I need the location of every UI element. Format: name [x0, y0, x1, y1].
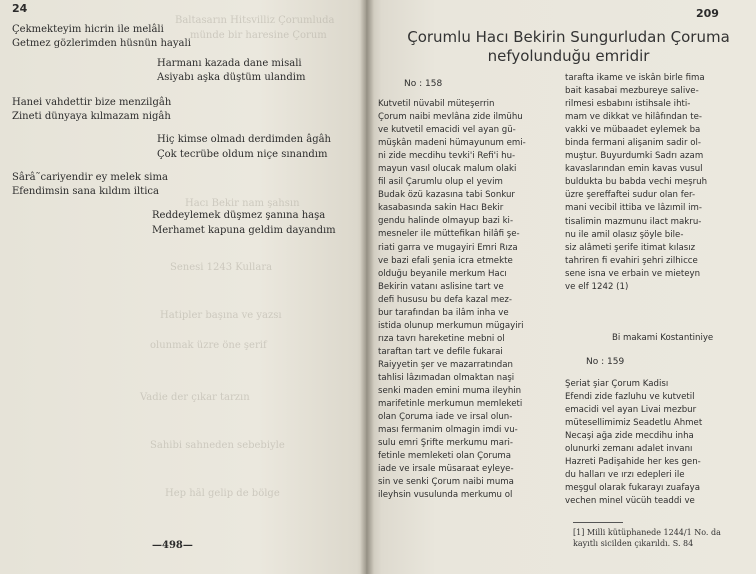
text-line: mütesellimimiz Seadetlu Ahmet — [565, 418, 703, 429]
text-line: defi hususu bu defa kazal mez- — [378, 294, 513, 305]
bleed-through-text: Senesi 1243 Kullara — [170, 262, 273, 273]
text-line: ve kutvetil emacidi vel ayan gü- — [378, 125, 516, 136]
text-line: meşgul olarak fukarayı zuafaya — [565, 483, 701, 494]
text-line: ileyhsin vusulunda merkumu ol — [378, 490, 513, 501]
text-line: Şeriat şiar Çorum Kadisı — [565, 379, 669, 389]
bleed-through-text: Hacı Bekir nam şahsın — [185, 198, 300, 209]
text-line: buldukta bu babda vechi meşruh — [565, 177, 708, 188]
text-line: bait kasabai mezbureye salive- — [565, 86, 699, 97]
text-line: ve bazi efali şenia icra etmekte — [378, 255, 513, 266]
left-page — [0, 0, 368, 574]
text-line: istida olunup merkumun mügayiri — [378, 320, 524, 331]
text-line: ni zide mecdihu tevki'i Refi'i hu- — [378, 151, 516, 162]
text-line: iade ve irsale müsaraat eyleye- — [378, 464, 514, 475]
text-line: rilmesi esbabını istihsale ihti- — [565, 99, 691, 110]
poem-line: Çok tecrübe oldum niçe sınandım — [157, 149, 328, 160]
doc-number-159: No : 159 — [586, 357, 625, 367]
text-line: mesneler ile müttefikan hilâfi şe- — [378, 229, 520, 240]
footnote-line: kayıtlı sicilden çıkarıldı. S. 84 — [573, 539, 694, 548]
document-title: Çorumlu Hacı Bekirin Sungurludan Çoruma — [407, 28, 730, 46]
poem-line: Merhamet kapuna geldim dayandım — [152, 225, 336, 236]
text-line: olduğu beyanile merkum Hacı — [378, 268, 507, 279]
document-title: nefyolunduğu emridir — [487, 47, 650, 65]
text-line: marifetinle merkumun memleketi — [378, 399, 523, 410]
poem-line: Çekmekteyim hicrin ile melâli — [12, 24, 164, 35]
poem-line: Harmanı kazada dane misali — [157, 58, 302, 69]
doc-number-158: No : 158 — [404, 79, 443, 89]
place-signature: Bi makami Kostantiniye — [612, 333, 714, 343]
bleed-through-text: Sahibi sahneden sebebiyle — [150, 440, 285, 451]
bleed-through-text: Vadie der çıkar tarzın — [140, 392, 250, 403]
text-line: sene isna ve erbain ve mieteyn — [565, 268, 701, 279]
signature-line — [612, 332, 713, 345]
text-line: fil asil Çarumlu olup el yevim — [378, 177, 503, 188]
text-line: siz alâmeti şerife itimat kılasız — [565, 242, 696, 253]
text-line: Raiyyetin şer ve mazarratından — [378, 359, 513, 370]
text-line: tarafta ikame ve iskân birle fima — [565, 73, 705, 83]
text-line: müşkân madeni hümayunum emi- — [378, 138, 526, 149]
doc-number — [404, 78, 442, 91]
text-line: Kutvetil nüvabil müteşerrin — [378, 99, 495, 109]
footnote-line: [1] Milli kütüphanede 1244/1 No. da — [573, 528, 721, 537]
text-line: Efendi zide fazluhu ve kutvetil — [565, 392, 695, 403]
bleed-through-text: olunmak üzre öne şerif — [150, 340, 267, 351]
left-page-number: 24 — [12, 2, 28, 15]
poem-line: Sârâ˜cariyendir ey melek sima — [12, 172, 168, 183]
poem-line: Reddeylemek düşmez şanına haşa — [152, 210, 326, 221]
text-line: ve elf 1242 (1) — [565, 281, 629, 292]
poem-line: Asiyabı aşka düştüm ulandim — [157, 72, 306, 83]
text-line: senki maden emini muma ileyhin — [378, 386, 522, 397]
text-column-right-2 — [565, 378, 750, 508]
text-line: muştur. Buyurdumki Sadrı azam — [565, 151, 704, 162]
poem-line: Hanei vahdettir bize menzilgâh — [12, 97, 172, 108]
bleed-through-text: Baltasarın Hitsvilliz Çorumluda — [175, 15, 335, 26]
text-line: vechen minel vücüh teaddi ve — [565, 496, 695, 507]
left-footer-number: —498— — [152, 540, 193, 551]
text-line: tahlisi lâzımadan olmaktan naşi — [378, 372, 515, 383]
text-line: mayun vasıl olucak malum olaki — [378, 164, 517, 175]
poem-line: Hiç kimse olmadı derdimden âgâh — [157, 134, 331, 145]
text-line: Bekirin vatanı aslisine tart ve — [378, 281, 504, 292]
footnote — [573, 527, 721, 549]
text-line: mam ve dikkat ve hilâfından te- — [565, 112, 702, 123]
poem-line: Efendimsin sana kıldım iltica — [12, 186, 159, 197]
text-line: rıza tavrı hareketine mebni ol — [378, 333, 505, 344]
text-line: nu ile amil olasız şöyle bile- — [565, 229, 684, 240]
text-line: kavaslarından emin kavas vusul — [565, 164, 703, 175]
text-line: Necaşi ağa zide mecdihu inha — [565, 431, 694, 442]
text-line: kasabasında sakin Hacı Bekir — [378, 203, 504, 214]
text-line: mani vecibil ittiba ve lâzımil im- — [565, 203, 703, 214]
text-line: fetinle memleketi olan Çoruma — [378, 451, 512, 462]
poem-line: Zineti dünyaya kılmazam nigâh — [12, 111, 171, 122]
text-line: Budak özü kazasına tabi Sonkur — [378, 190, 515, 201]
text-line: Hazreti Padişahide her kes gen- — [565, 457, 701, 468]
doc-number — [586, 356, 624, 369]
text-line: emacidi vel ayan Livai mezbur — [565, 405, 697, 416]
text-line: gendu halinde olmayup bazi ki- — [378, 216, 514, 227]
text-line: du halları ve ırzı edepleri ile — [565, 470, 685, 481]
text-line: üzre şereffaftei sudur olan fer- — [565, 190, 696, 201]
text-column-right — [565, 72, 750, 294]
right-page-number: 209 — [696, 7, 719, 20]
text-line: olunurki zemanı adalet invanı — [565, 444, 693, 455]
text-line: bur tarafından ba ilâm inha ve — [378, 307, 509, 318]
text-line: binda fermani alişanim sadir ol- — [565, 138, 701, 149]
bleed-through-text: Hep hâl gelip de bölge — [165, 488, 280, 499]
text-line: Çorum naibi mevlâna zide ilmühu — [378, 112, 523, 123]
footnote-rule — [573, 522, 623, 523]
book-gutter — [360, 0, 374, 574]
text-line: riati garra ve mugayiri Emri Rıza — [378, 242, 518, 253]
text-line: sulu emri Şrifte merkumu mari- — [378, 438, 513, 449]
bleed-through-text: münde bir haresine Çorum — [190, 30, 327, 41]
text-line: tisalimin mazmunu ilact makru- — [565, 216, 702, 227]
text-line: sin ve senki Çorum naibi muma — [378, 477, 514, 488]
bleed-through-text: Hatipler başına ve yazsı — [160, 310, 282, 321]
text-line: ması fermanim olmagin imdi vu- — [378, 425, 518, 436]
text-line: tahriren fi evahiri şehri zilhicce — [565, 255, 698, 266]
text-line: olan Çoruma iade ve irsal olun- — [378, 412, 513, 423]
poem-line: Getmez gözlerimden hüsnün hayali — [12, 38, 191, 49]
text-line: taraftan tart ve defile fukarai — [378, 346, 503, 357]
text-line: vakki ve mübaadet eylemek ba — [565, 125, 701, 136]
right-page — [366, 0, 756, 574]
text-column-left — [378, 98, 553, 502]
